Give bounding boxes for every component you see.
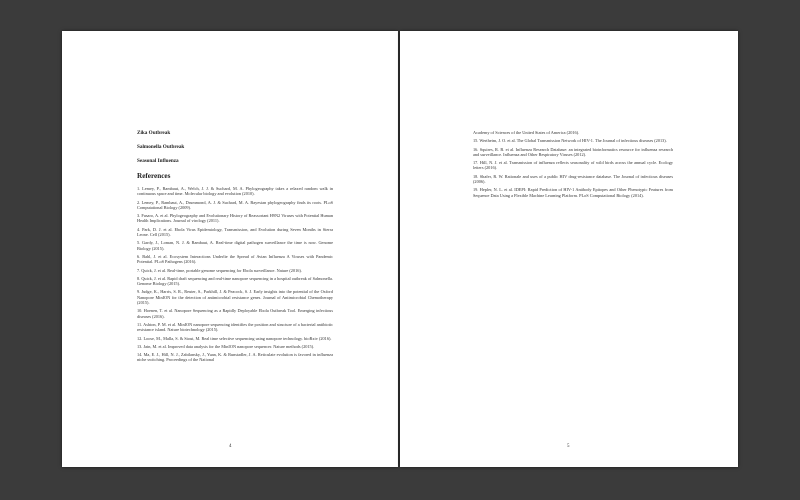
page-4-content [137,130,333,366]
reference-item: 10. Hoenen, T. et al. Nanopore Sequencing as a Rapidly Deployable Ebola Outbreak Tool. Emerging infectious diseases (2016). [137,308,333,319]
reference-item: 9. Judge, K., Harris, S. R., Reuter, S., Parkhill, J. & Peacock, S. J. Early insights into the potential of the Oxford Nanopore MinION for the detection of antimicrobial resistance genes. Journal of Antimicrobial Chemotherapy (2015). [137,289,333,306]
heading-salmonella: Salmonella Outbreak [137,144,185,150]
reference-item: 16. Squires, R. B. et al. Influenza Research Database: an integrated bioinformatics resource for influenza research and surveillance. Influenza and Other Respiratory Viruses (2012). [473,146,673,157]
page-number: 4 [229,444,232,449]
page-5 [400,31,738,467]
reference-item: 13. Jain, M. et al. Improved data analysis for the MinION nanopore sequencer. Nature methods (2015). [137,343,315,349]
reference-item: 15. Wertheim, J. O. et al. The Global Transmission Network of HIV-1. The Journal of infectious diseases (2013). [473,138,667,144]
page-number: 5 [567,444,570,449]
reference-item: 11. Ashton, P. M. et al. MinION nanopore sequencing identifies the position and structure of a bacterial antibiotic resistance island. Nature biotechnology (2015). [137,321,333,333]
reference-item: 12. Loose, M., Malla, S. & Stout, M. Real time selective sequencing using nanopore technology. bioRxiv (2016). [137,335,332,341]
reference-item: 18. Shafer, R. W. Rationale and uses of a public HIV drug-resistance database. The Journal of infectious diseases (2006). [473,173,673,185]
reference-item: 7. Quick, J. et al. Real-time, portable genome sequencing for Ebola surveillance. Nature (2016). [137,267,302,273]
references-title: References [137,172,171,180]
reference-item: 3. Fusaro, A. et al. Phylogeography and Evolutionary History of Reassortant H9N2 Viruses with Potential Human Health Implications. Journal of virology (2011). [137,213,333,224]
page-5-content [473,130,673,201]
reference-item: 19. Hepler, N. L. et al. IDEPI: Rapid Prediction of HIV-1 Antibody Epitopes and Other Phenotypic Features from Sequence Data Using a Flexible Machine Learning Platform. PLoS Computational Biology (2014). [473,187,673,198]
reference-item: 2. Lemey, P., Rambaut, A., Drummond, A. J. & Suchard, M. A. Bayesian phylogeography finds its roots. PLoS Computational Biology (2009). [137,199,333,210]
heading-influenza: Seasonal Influenza [137,158,179,164]
reference-item: 5. Gardy, J., Loman, N. J. & Rambaut, A. Real-time digital pathogen surveillance the time is now. Genome Biology (2015). [137,240,333,251]
reference-item: 14. Ma, E. J., Hill, N. J., Zabilansky, J., Yuan, K. & Runstadler, J. A. Reticulate evolution is favored in influenza niche switching. Proceedings of the National [137,352,333,363]
reference-item: 8. Quick, J. et al. Rapid draft sequencing and real-time nanopore sequencing in a hospital outbreak of Salmonella. Genome Biology (2015). [137,275,333,287]
reference-item: 1. Lemey, P., Rambaut, A., Welch, J. J. & Suchard, M. A. Phylogeography takes a relaxed random walk in continuous space and time. Molecular biology and evolution (2010). [137,186,333,197]
page-4 [62,31,398,467]
heading-zika: Zika Outbreak [137,130,171,136]
reference-item: 17. Hill, N. J. et al. Transmission of influenza reflects seasonality of wild birds across the annual cycle. Ecology letters (2016). [473,160,673,171]
reference-item: 6. Bahl, J. et al. Ecosystem Interactions Underlie the Spread of Avian Influenza A Viruses with Pandemic Potential. PLoS Pathogens (2016). [137,253,333,265]
reference-item: Academy of Sciences of the United States of America (2016). [473,130,580,135]
reference-item: 4. Park, D. J. et al. Ebola Virus Epidemiology, Transmission, and Evolution during Seven Months in Sierra Leone. Cell (2015). [137,226,333,238]
